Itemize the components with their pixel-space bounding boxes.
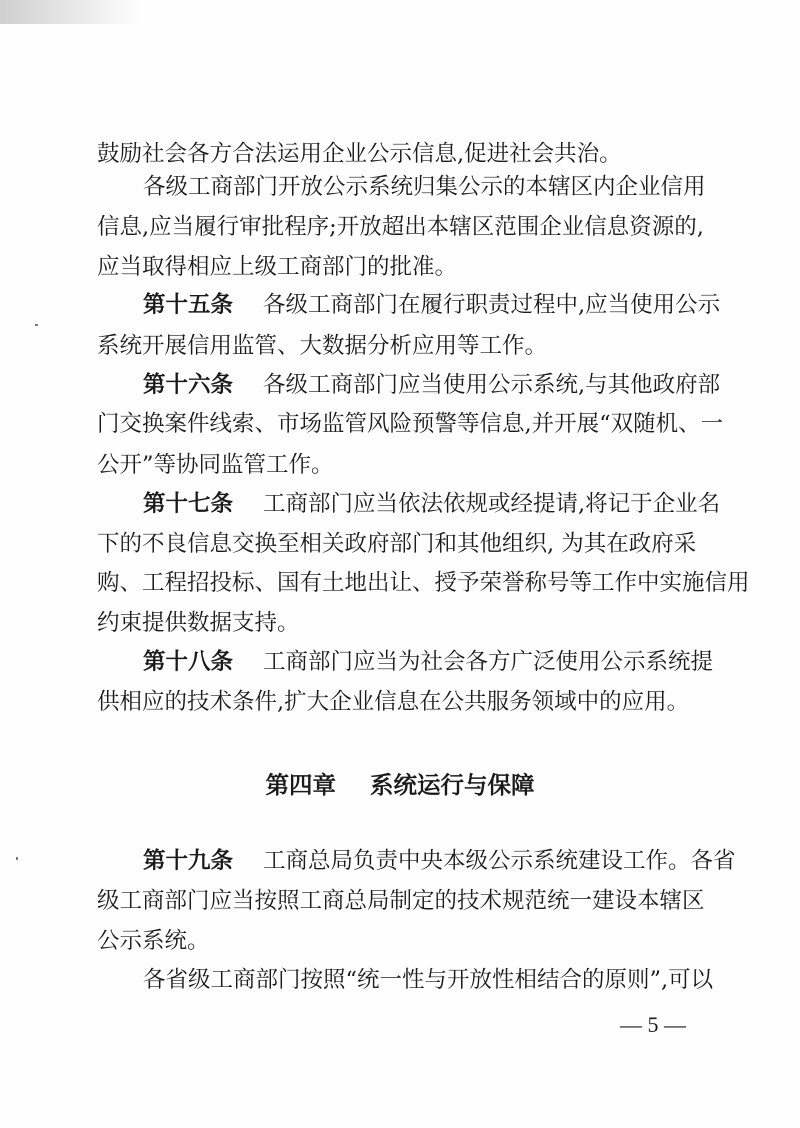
line-text: 购、工程招投标、国有土地出让、授予荣誉称号等工作中实施信用 — [97, 570, 750, 596]
line-text: 门交换案件线索、市场监管风险预警等信息,并开展“双随机、一 — [97, 411, 724, 437]
line-text: 信息,应当履行审批程序;开放超出本辖区范围企业信息资源的, — [97, 214, 704, 240]
line-text: 工商部门应当依法依规或经提请,将记于企业名 — [263, 491, 721, 517]
line-text: 各省级工商部门按照“统一性与开放性相结合的原则”,可以 — [143, 967, 714, 993]
text-line — [0, 568, 800, 598]
text-line — [0, 409, 800, 439]
line-text: 各级工商部门在履行职责过程中,应当使用公示 — [263, 292, 721, 318]
scan-mark — [35, 324, 38, 326]
article-17-heading: 第十七条 — [143, 491, 234, 517]
line-text: 公开”等协同监管工作。 — [97, 452, 334, 478]
text-line — [0, 965, 800, 995]
scan-mark — [16, 857, 18, 860]
text-line — [0, 139, 800, 169]
text-line — [0, 172, 800, 202]
article-15-heading: 第十五条 — [143, 292, 234, 318]
text-line — [0, 252, 800, 282]
article-17-line — [0, 489, 800, 519]
page-number: — 5 — — [620, 1012, 686, 1037]
text-line — [0, 926, 800, 956]
article-19-heading: 第十九条 — [143, 848, 234, 874]
text-line — [0, 450, 800, 480]
line-text: 系统开展信用监管、大数据分析应用等工作。 — [97, 333, 548, 359]
chapter-number: 第四章 — [265, 771, 336, 799]
text-line — [0, 687, 800, 717]
line-text: 公示系统。 — [97, 928, 210, 954]
chapter-heading — [0, 769, 800, 801]
line-text: 鼓励社会各方合法运用企业公示信息,促进社会共治。 — [97, 141, 622, 167]
line-text: 各级工商部门开放公示系统归集公示的本辖区内企业信用 — [143, 174, 706, 200]
article-16-heading: 第十六条 — [143, 372, 234, 398]
line-text: 工商部门应当为社会各方广泛使用公示系统提 — [263, 649, 714, 675]
text-line — [0, 886, 800, 916]
line-text: 应当取得相应上级工商部门的批准。 — [97, 254, 458, 280]
text-line — [0, 529, 800, 559]
line-text: 约束提供数据支持。 — [97, 610, 300, 636]
line-text: 各级工商部门应当使用公示系统,与其他政府部 — [263, 372, 721, 398]
line-text: 工商总局负责中央本级公示系统建设工作。各省 — [263, 848, 736, 874]
article-18-heading: 第十八条 — [143, 649, 234, 675]
text-line — [0, 331, 800, 361]
text-line — [0, 608, 800, 638]
line-text: 下的不良信息交换至相关政府部门和其他组织, 为其在政府采 — [97, 531, 697, 557]
article-18-line — [0, 647, 800, 677]
article-19-line — [0, 846, 800, 876]
chapter-title: 系统运行与保障 — [370, 771, 535, 799]
line-text: 供相应的技术条件,扩大企业信息在公共服务领域中的应用。 — [97, 689, 690, 715]
text-line — [0, 212, 800, 242]
line-text: 级工商部门应当按照工商总局制定的技术规范统一建设本辖区 — [97, 888, 705, 914]
article-16-line — [0, 370, 800, 400]
article-15-line — [0, 290, 800, 320]
